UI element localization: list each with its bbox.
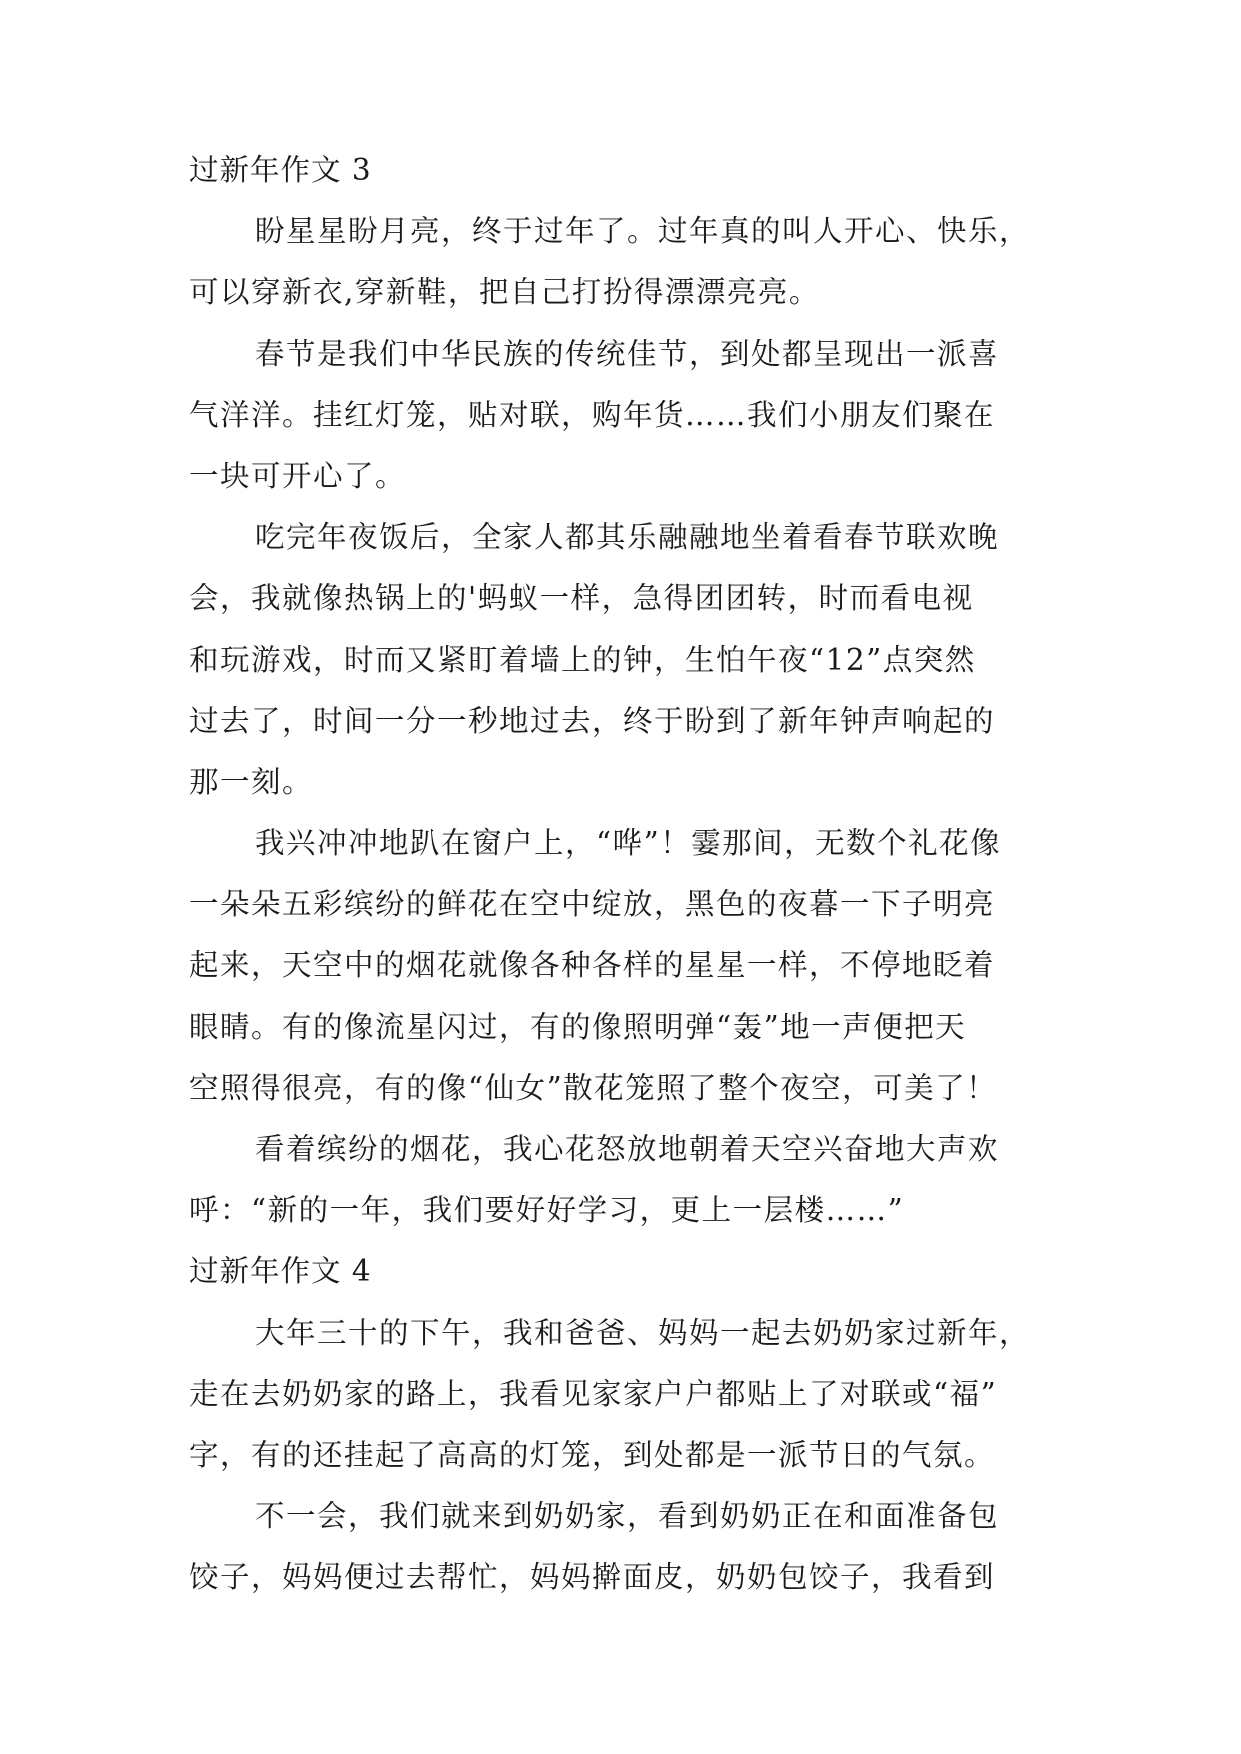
text-line: 会，我就像热锅上的'蚂蚁一样，急得团团转，时而看电视	[189, 581, 974, 616]
text-line: 空照得很亮，有的像“仙女”散花笼照了整个夜空，可美了！	[189, 1070, 998, 1105]
text-line: 起来，天空中的烟花就像各种各样的星星一样，不停地眨着	[189, 948, 996, 983]
text-line: 盼星星盼月亮，终于过年了。过年真的叫人开心、快乐，	[255, 214, 1031, 249]
essay-3-paragraph-2	[189, 324, 1069, 508]
text-line: 看着缤纷的烟花，我心花怒放地朝着天空兴奋地大声欢	[255, 1132, 1000, 1166]
essay-3-title: 过新年作文 3	[189, 153, 372, 187]
text-line: 春节是我们中华民族的传统佳节，到处都呈现出一派喜	[255, 336, 1000, 371]
text-line: 呼：“新的一年，我们要好好学习，更上一层楼……”	[189, 1193, 905, 1228]
essay-3-paragraph-1	[189, 201, 1069, 323]
essay-3-paragraph-3	[189, 507, 1069, 813]
text-line: 我兴冲冲地趴在窗户上，“哗”！霎那间，无数个礼花像	[255, 826, 1002, 861]
text-line: 吃完年夜饭后，全家人都其乐融融地坐着看春节联欢晚	[255, 520, 1000, 555]
text-line: 一块可开心了。	[189, 458, 407, 493]
text-line: 和玩游戏，时而又紧盯着墙上的钟，生怕午夜“12”点突然	[189, 642, 976, 677]
document-page	[189, 140, 1069, 1609]
text-line: 走在去奶奶家的路上，我看见家家户户都贴上了对联或“福”	[189, 1376, 998, 1411]
text-line: 一朵朵五彩缤纷的鲜花在空中绽放，黑色的夜暮一下子明亮	[189, 887, 996, 922]
essay-3-paragraph-5	[189, 1119, 1069, 1241]
text-line: 气洋洋。挂红灯笼，贴对联，购年货……我们小朋友们聚在	[189, 397, 996, 432]
text-line: 可以穿新衣,穿新鞋，把自己打扮得漂漂亮亮。	[189, 275, 820, 310]
essay-4-paragraph-2	[189, 1486, 1069, 1608]
text-line: 眼睛。有的像流星闪过，有的像照明弹“轰”地一声便把天	[189, 1009, 967, 1044]
text-line: 过去了，时间一分一秒地过去，终于盼到了新年钟声响起的	[189, 703, 996, 738]
text-line: 大年三十的下午，我和爸爸、妈妈一起去奶奶家过新年，	[255, 1315, 1031, 1350]
text-line: 饺子，妈妈便过去帮忙，妈妈擀面皮，奶奶包饺子，我看到	[189, 1560, 996, 1595]
essay-3-paragraph-4	[189, 813, 1069, 1119]
essay-4-paragraph-1	[189, 1303, 1069, 1487]
essay-4-title: 过新年作文 4	[189, 1254, 372, 1289]
text-line: 那一刻。	[189, 764, 314, 799]
text-line: 不一会，我们就来到奶奶家，看到奶奶正在和面准备包	[255, 1499, 1000, 1534]
text-line: 字，有的还挂起了高高的灯笼，到处都是一派节日的气氛。	[189, 1437, 996, 1472]
